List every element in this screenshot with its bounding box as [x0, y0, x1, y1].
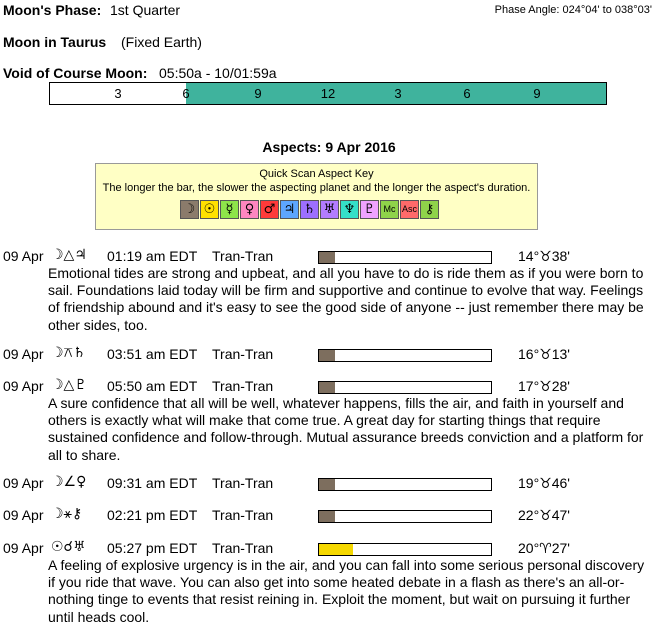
- aspect-interpretation: Emotional tides are strong and upbeat, and all you have to do is ride them as if you were born to sail. Foundations laid today will be firm and supportive and continue to evolve that way. Feelings of friendship abound and it's easy to see the good side of anyone -- just remember there may be other sides, too.: [48, 265, 644, 333]
- moon-icon: ☽: [180, 200, 199, 219]
- aspect-time: 05:27 pm EDT: [107, 540, 198, 556]
- voc-tick-label: 3: [394, 86, 402, 101]
- aspect-position: 16°♉13': [518, 346, 570, 362]
- saturn-icon: ♄: [300, 200, 319, 219]
- aspect-interpretation: A feeling of explosive urgency is in the air, and you can fall into some serious personal discovery if you ride that wave. You can also get into some heated debate in a flash as there's an all-or-nothing tinge to events that resist reining in. Exploit the moment, but wait on pursuing it further until heads cool.: [48, 557, 645, 625]
- aspect-time: 09:31 am EDT: [107, 475, 198, 491]
- voc-tick-label: 9: [254, 86, 262, 101]
- uranus-icon: ♅: [320, 200, 339, 219]
- duration-bar: [318, 381, 492, 394]
- aspect-type: Tran-Tran: [212, 378, 274, 394]
- aspect-position: 22°♉47': [518, 507, 570, 523]
- voc-tick-label: 12: [320, 86, 336, 101]
- duration-bar: [318, 543, 492, 556]
- void-of-course-bar: [49, 82, 607, 105]
- aspect-date: 09 Apr: [3, 507, 44, 523]
- duration-bar-fill: [319, 350, 335, 361]
- duration-bar-fill: [319, 544, 353, 555]
- chiron-icon: ⚷: [420, 200, 439, 219]
- duration-bar: [318, 349, 492, 362]
- voc-tick-label: 6: [463, 86, 471, 101]
- phase-value: 1st Quarter: [110, 2, 181, 18]
- voc-tick-label: 6: [182, 86, 190, 101]
- duration-bar-fill: [319, 479, 335, 490]
- mercury-icon: ☿: [220, 200, 239, 219]
- aspect-time: 02:21 pm EDT: [107, 507, 198, 523]
- moon-in-value: (Fixed Earth): [121, 34, 202, 50]
- jupiter-icon: ♃: [280, 200, 299, 219]
- aspect-time: 01:19 am EDT: [107, 248, 198, 264]
- voc-tick-label: 9: [533, 86, 541, 101]
- aspect-date: 09 Apr: [3, 378, 44, 394]
- void-of-course-label: Void of Course Moon:: [3, 65, 148, 81]
- duration-bar-fill: [319, 382, 335, 393]
- sun-icon: ☉: [200, 200, 219, 219]
- key-title: Quick Scan Aspect Key: [259, 168, 374, 180]
- quick-scan-key: [95, 163, 538, 230]
- aspect-position: 19°♉46': [518, 475, 570, 491]
- aspect-type: Tran-Tran: [212, 507, 274, 523]
- aspect-position: 14°♉38': [518, 248, 570, 264]
- voc-tick-label: 3: [114, 86, 122, 101]
- aspect-glyphs: ☽△♃: [51, 247, 87, 263]
- mars-icon: ♂: [260, 200, 279, 219]
- duration-bar-fill: [319, 252, 335, 263]
- aspect-glyphs: ☽∠♀: [51, 474, 87, 490]
- key-description: The longer the bar, the slower the aspecting planet and the longer the aspect's duration.: [102, 182, 531, 194]
- aspect-type: Tran-Tran: [212, 248, 274, 264]
- venus-icon: ♀: [240, 200, 259, 219]
- aspect-date: 09 Apr: [3, 475, 44, 491]
- aspect-interpretation: A sure confidence that all will be well, whatever happens, fills the air, and faith in yourself and others is exactly what will make that come true. A great day for starting things that require sustained confidence and follow-through. Mutual assurance breeds conviction and a platform for all to share.: [48, 395, 644, 463]
- aspect-glyphs: ☽⚻♄: [51, 345, 86, 361]
- aspect-glyphs: ☽⚹⚷: [51, 506, 83, 522]
- duration-bar-fill: [319, 511, 335, 522]
- moon-in-label: Moon in Taurus: [3, 34, 107, 50]
- midheaven-icon: Mc: [380, 200, 399, 219]
- ascendant-icon: Asc: [400, 200, 419, 219]
- phase-label: Moon's Phase:: [3, 2, 102, 18]
- aspect-position: 20°♈27': [518, 540, 570, 556]
- aspect-time: 03:51 am EDT: [107, 346, 198, 362]
- aspect-date: 09 Apr: [3, 346, 44, 362]
- duration-bar: [318, 510, 492, 523]
- aspect-position: 17°♉28': [518, 378, 570, 394]
- aspect-date: 09 Apr: [3, 248, 44, 264]
- aspects-title: Aspects: 9 Apr 2016: [262, 139, 396, 155]
- aspect-time: 05:50 am EDT: [107, 378, 198, 394]
- void-of-course-value: 05:50a - 10/01:59a: [159, 65, 277, 81]
- aspect-glyphs: ☽△♇: [51, 377, 87, 393]
- pluto-icon: ♇: [360, 200, 379, 219]
- duration-bar: [318, 478, 492, 491]
- duration-bar: [318, 251, 492, 264]
- aspect-type: Tran-Tran: [212, 475, 274, 491]
- aspect-date: 09 Apr: [3, 540, 44, 556]
- key-icons: [180, 200, 439, 219]
- neptune-icon: ♆: [340, 200, 359, 219]
- aspect-type: Tran-Tran: [212, 346, 274, 362]
- phase-angle: Phase Angle: 024°04' to 038°03': [494, 4, 652, 16]
- aspect-type: Tran-Tran: [212, 540, 274, 556]
- aspect-glyphs: ☉☌♅: [51, 539, 86, 555]
